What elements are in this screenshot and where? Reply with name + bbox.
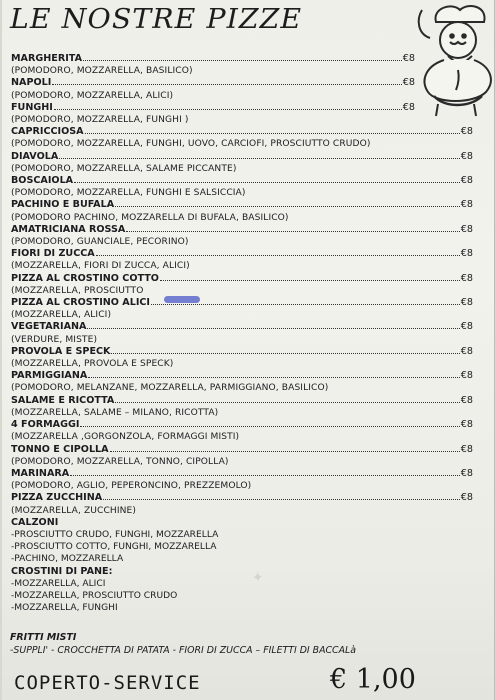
dot-leader [70, 475, 460, 476]
menu-item-description: (MOZZARELLA, FIORI DI ZUCCA, ALICI) [11, 261, 190, 272]
dot-leader [85, 133, 460, 134]
menu-item-name: PACHINO E BUFALA [11, 199, 115, 211]
menu-item-description: (POMODORO, MELANZANE, MOZZARELLA, PARMIGGIANO, BASILICO) [11, 383, 329, 394]
menu-item-name: DIAVOLA [11, 150, 59, 162]
menu-item-price: €8 [460, 345, 473, 357]
menu-item-name: SALAME E RICOTTA [11, 394, 115, 406]
menu-item [11, 77, 483, 101]
menu-item [11, 53, 483, 77]
coperto-label: COPERTO-SERVICE [14, 672, 201, 694]
menu-item [11, 444, 483, 468]
menu-item-price: €8 [460, 419, 473, 431]
menu-item-name: PARMIGGIANA [11, 370, 88, 382]
dot-leader [103, 499, 460, 500]
crostini-line: -MOZZARELLA, FUNGHI [11, 603, 118, 614]
dot-leader [83, 60, 402, 61]
calzoni-line: -PROSCIUTTO COTTO, FUNGHI, MOZZARELLA [11, 542, 217, 553]
menu-item-description: (POMODORO, MOZZARELLA, FUNGHI, UOVO, CARCIOFI, PROSCIUTTO CRUDO) [11, 139, 371, 150]
menu-item-name: MARINARA [11, 467, 70, 479]
menu-item-line [11, 102, 415, 114]
menu-item-price: €8 [460, 394, 473, 406]
crostini-line: -MOZZARELLA, ALICI [11, 578, 106, 589]
menu-item-price: €8 [460, 223, 473, 235]
menu-item-line [11, 321, 473, 333]
menu-item-line [11, 77, 415, 89]
menu-item-line [11, 468, 473, 480]
menu-item-description: (MOZZARELLA, PROSCIUTTO [11, 285, 144, 296]
menu-item-description: (POMODORO, MOZZARELLA, BASILICO) [11, 66, 193, 77]
calzoni-line: -PROSCIUTTO CRUDO, FUNGHI, MOZZARELLA [11, 529, 219, 540]
dot-leader [111, 353, 459, 354]
menu-item [11, 492, 483, 516]
menu-item-description: (POMODORO, AGLIO, PEPERONCINO, PREZZEMOLO) [11, 481, 252, 492]
calzoni-section [11, 517, 483, 566]
menu-item-name: FUNGHI [11, 101, 53, 113]
dot-leader [52, 84, 401, 85]
menu-item-name: TONNO E CIPOLLA [11, 443, 109, 455]
menu-item [11, 419, 483, 443]
calzoni-line: -PACHINO, MOZZARELLA [11, 554, 124, 565]
menu-item-description: (POMODORO, GUANCIALE, PECORINO) [11, 237, 189, 248]
dot-leader [151, 304, 460, 305]
menu-item-line [11, 199, 473, 211]
dot-leader [74, 182, 460, 183]
dot-leader [59, 158, 460, 159]
menu-item-line [11, 126, 473, 138]
menu-item-description: (POMODORO, MOZZARELLA, FUNGHI ) [11, 115, 189, 126]
menu-item-name: PIZZA AL CROSTINO COTTO [11, 272, 159, 284]
pizza-list [11, 53, 483, 614]
menu-item-description: (MOZZARELLA ,GORGONZOLA, FORMAGGI MISTI) [11, 432, 240, 443]
menu-item-description: (POMODORO, MOZZARELLA, SALAME PICCANTE) [11, 163, 237, 174]
menu-item-line [11, 444, 473, 456]
menu-item-line [11, 297, 473, 309]
menu-item-name: 4 FORMAGGI [11, 419, 80, 431]
menu-item-name: MARGHERITA [11, 53, 82, 64]
menu-item [11, 151, 483, 175]
menu-item-price: €8 [402, 53, 415, 64]
dot-leader [126, 231, 459, 232]
menu-item [11, 346, 483, 370]
menu-item-price: €8 [402, 101, 415, 113]
menu-item-description: (POMODORO, MOZZARELLA, TONNO, CIPOLLA) [11, 456, 229, 467]
watermark-logo: ✦ [250, 569, 265, 587]
menu-item [11, 224, 483, 248]
menu-item [11, 273, 483, 297]
dot-leader [87, 328, 459, 329]
menu-item-description: (MOZZARELLA, ALICI) [11, 310, 112, 321]
menu-title: LE NOSTRE PIZZE [10, 4, 303, 35]
menu-item-name: PROVOLA E SPECK [11, 345, 111, 357]
menu-item-price: €8 [460, 467, 473, 479]
menu-item-price: €8 [460, 492, 473, 504]
menu-item-description: (MOZZARELLA, PROVOLA E SPECK) [11, 359, 174, 370]
menu-item-name: CAPRICCIOSA [11, 126, 84, 138]
crostini-line: -MOZZARELLA, PROSCIUTTO CRUDO [11, 590, 178, 601]
menu-item [11, 248, 483, 272]
menu-item-name: NAPOLI [11, 77, 52, 89]
menu-item [11, 297, 483, 321]
menu-item-line [11, 273, 473, 285]
menu-item [11, 102, 483, 126]
menu-item [11, 321, 483, 345]
menu-item [11, 199, 483, 223]
menu-item-description: (VERDURE, MISTE) [11, 334, 98, 345]
dot-leader [88, 377, 460, 378]
menu-item-price: €8 [460, 443, 473, 455]
menu-item-line [11, 224, 473, 236]
menu-item-price: €8 [460, 150, 473, 162]
menu-item-name: AMATRICIANA ROSSA [11, 223, 126, 235]
menu-item [11, 175, 483, 199]
dot-leader [96, 255, 460, 256]
calzoni-title: CALZONI [11, 516, 59, 528]
menu-item-name: PIZZA ZUCCHINA [11, 492, 103, 504]
crostini-title: CROSTINI DI PANE: [11, 565, 113, 577]
dot-leader [115, 402, 459, 403]
menu-item-description: (MOZZARELLA, ZUCCHINE) [11, 505, 137, 516]
menu-item-line [11, 248, 473, 260]
menu-sheet [2, 0, 495, 700]
menu-item-price: €8 [460, 272, 473, 284]
menu-item-price: €8 [460, 248, 473, 260]
menu-item-description: (POMODORO PACHINO, MOZZARELLA DI BUFALA, BASILICO) [11, 212, 289, 223]
ink-stamp [164, 296, 200, 303]
menu-item-name: BOSCAIOLA [11, 175, 74, 187]
menu-item-line [11, 492, 473, 504]
menu-item-price: €8 [460, 297, 473, 309]
menu-item-line [11, 151, 473, 163]
menu-item-name: VEGETARIANA [11, 321, 87, 333]
menu-item-line [11, 175, 473, 187]
menu-item-description: (POMODORO, MOZZARELLA, FUNGHI E SALSICCIA) [11, 188, 246, 199]
menu-item-line [11, 419, 473, 431]
menu-item [11, 370, 483, 394]
fritti-title: FRITTI MISTI [10, 632, 77, 643]
menu-item-price: €8 [402, 77, 415, 89]
menu-item-line [11, 370, 473, 382]
menu-item-price: €8 [460, 199, 473, 211]
menu-item-price: €8 [460, 321, 473, 333]
menu-item-line [11, 53, 415, 65]
menu-item-line [11, 346, 473, 358]
menu-item-name: PIZZA AL CROSTINO ALICI [11, 297, 151, 309]
coperto-price: € 1,00 [330, 664, 416, 695]
dot-leader [110, 451, 460, 452]
dot-leader [160, 280, 460, 281]
dot-leader [54, 109, 402, 110]
menu-item-description: (POMODORO, MOZZARELLA, ALICI) [11, 90, 174, 101]
fritti-desc: -SUPPLI' - CROCCHETTA DI PATATA - FIORI DI ZUCCA – FILETTI DI BACCALà [10, 645, 356, 656]
menu-item-price: €8 [460, 370, 473, 382]
fritti-section [10, 631, 356, 657]
menu-item-price: €8 [460, 126, 473, 138]
dot-leader [115, 206, 460, 207]
menu-item [11, 395, 483, 419]
menu-item-name: FIORI DI ZUCCA [11, 248, 95, 260]
dot-leader [80, 426, 459, 427]
menu-item [11, 468, 483, 492]
menu-item [11, 126, 483, 150]
menu-item-price: €8 [460, 175, 473, 187]
menu-item-line [11, 395, 473, 407]
menu-item-description: (MOZZARELLA, SALAME – MILANO, RICOTTA) [11, 407, 219, 418]
crostini-section [11, 566, 483, 615]
